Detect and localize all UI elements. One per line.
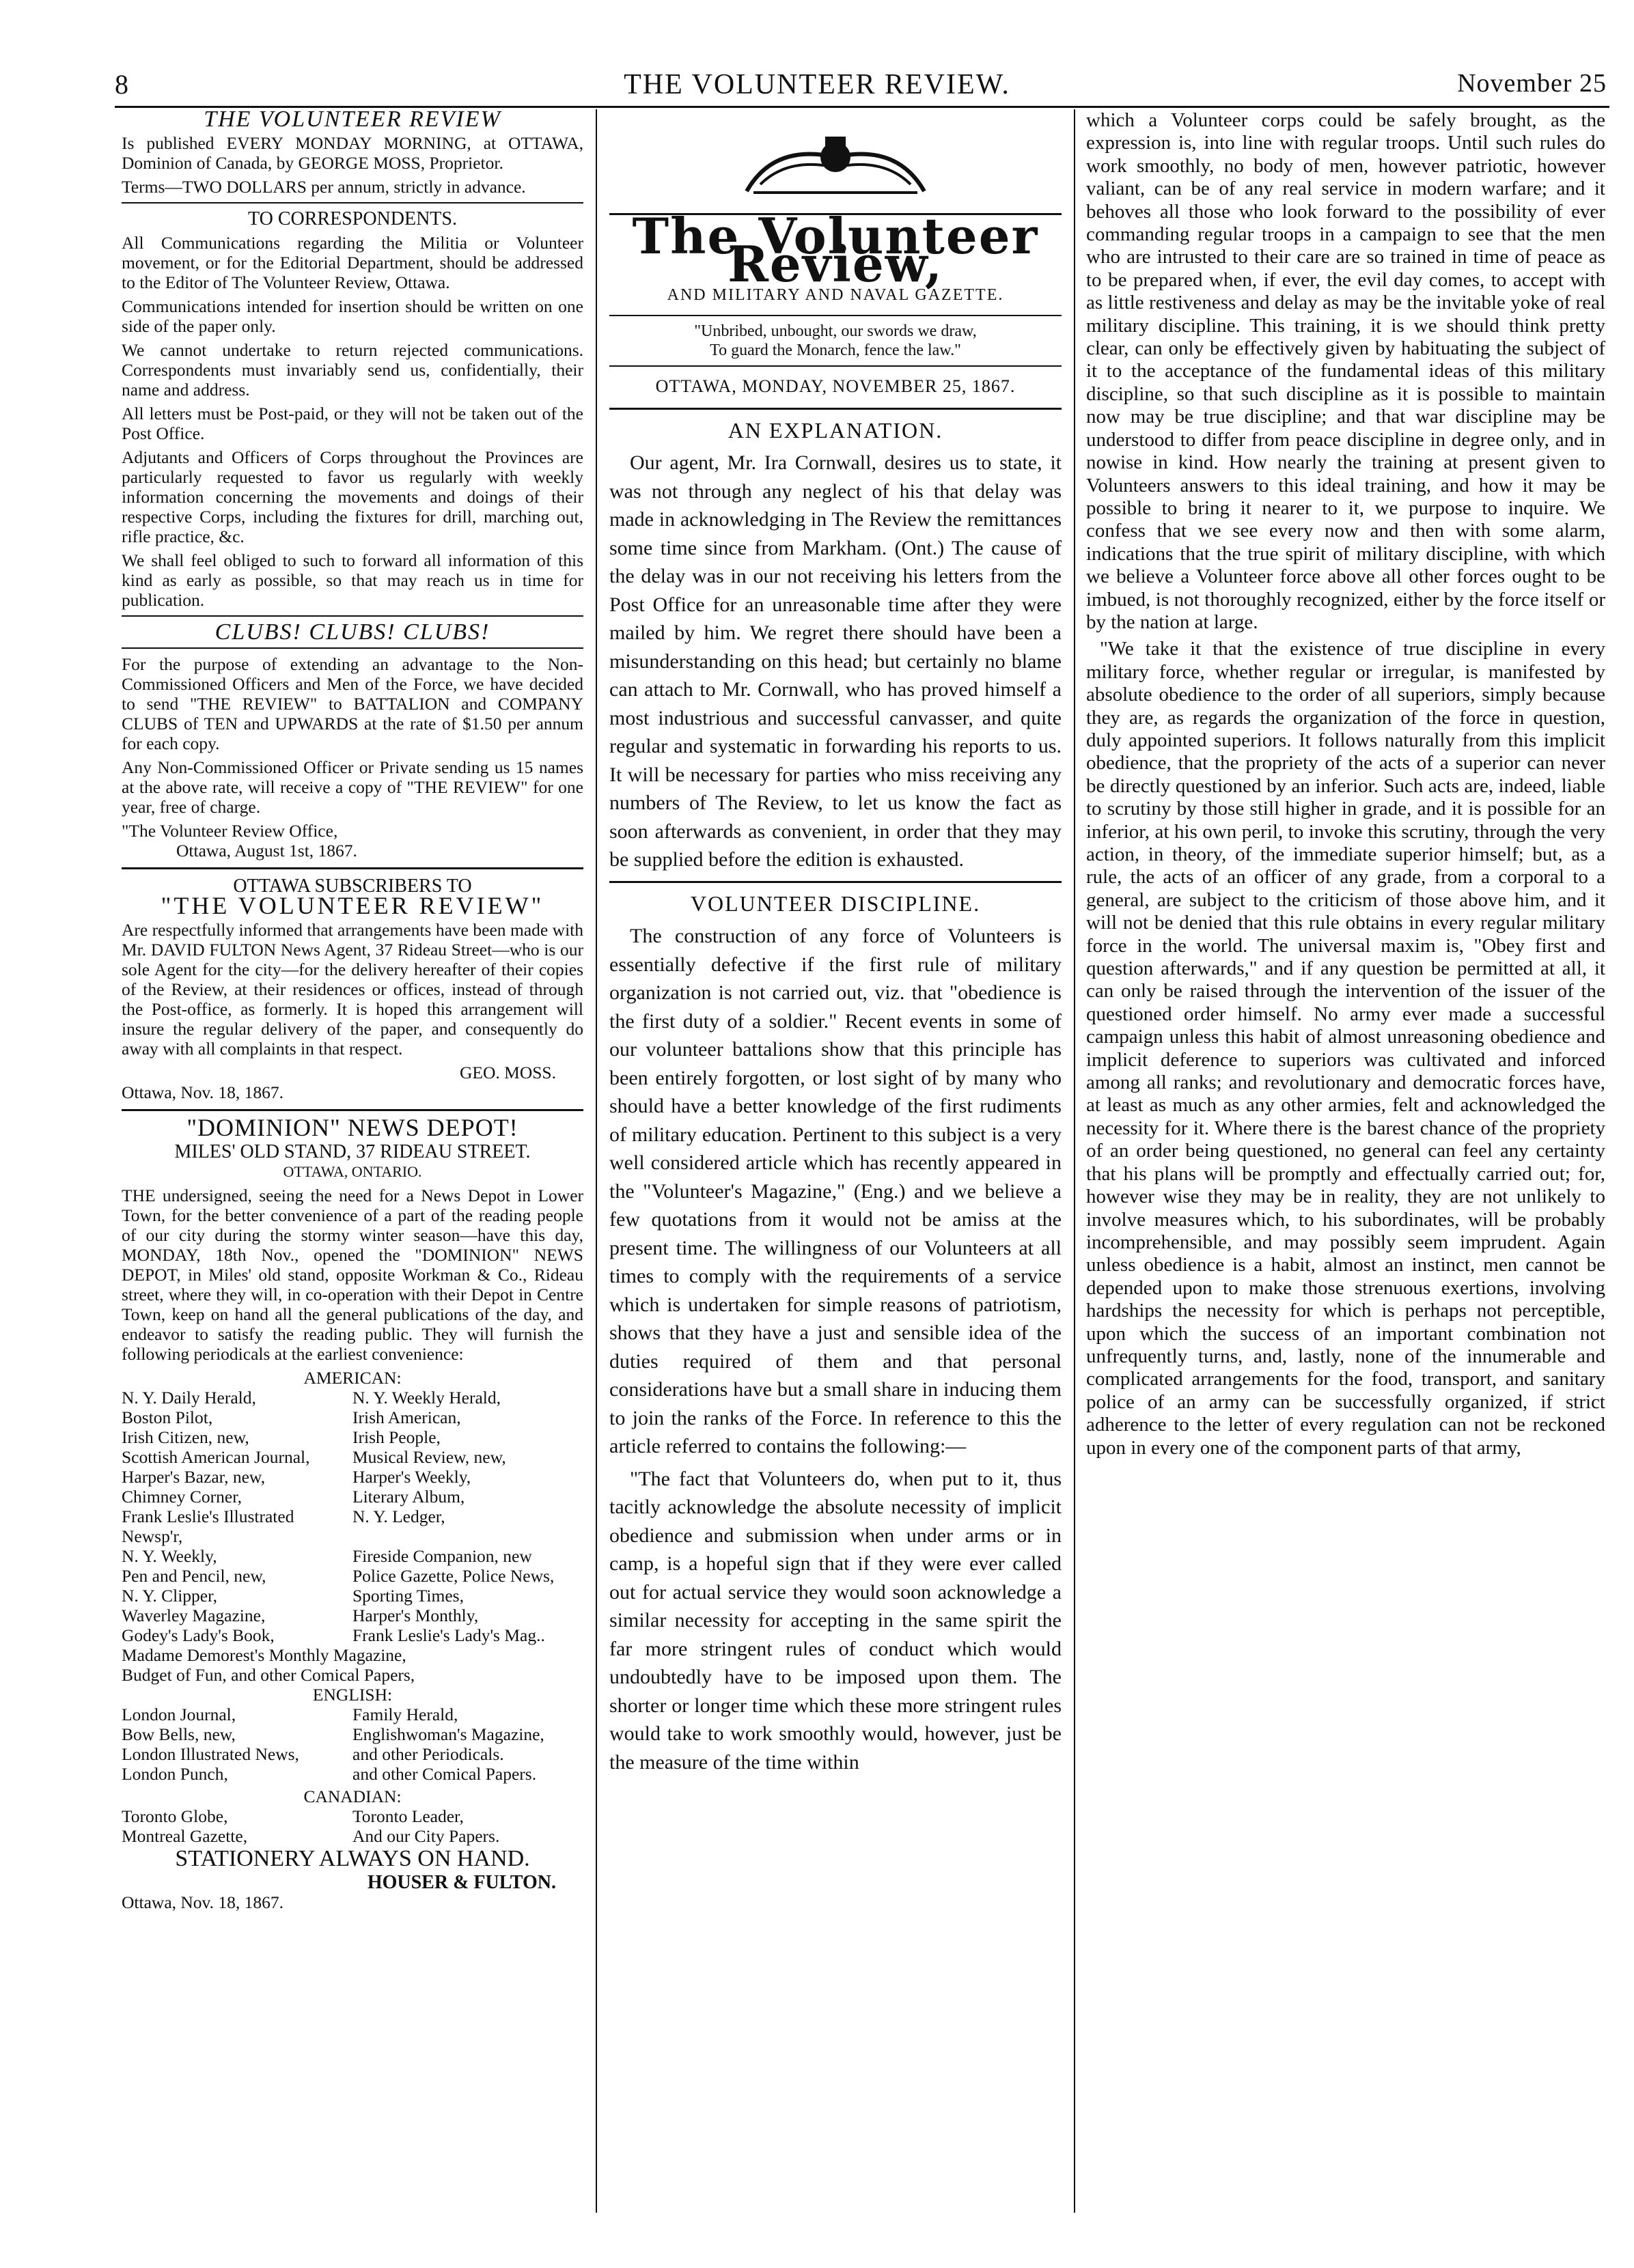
- correspondents-paragraph: Adjutants and Officers of Corps throughout the Provinces are particularly requested to favor us regularly with weekly information concerning the movements and doings of their respective Corps, including the fixtures for drill, marching out, rifle practice, &c.: [122, 447, 583, 546]
- list-item-left: N. Y. Weekly,: [122, 1546, 217, 1566]
- middle-column: [609, 109, 1062, 2213]
- issue-date: November 25: [1457, 69, 1607, 98]
- correspondents-paragraph: All letters must be Post-paid, or they will not be taken out of the Post Office.: [122, 404, 583, 443]
- list-item: [122, 1447, 583, 1467]
- english-heading: ENGLISH:: [312, 1685, 393, 1705]
- divider: [609, 365, 1062, 367]
- list-item-left: Godey's Lady's Book,: [122, 1625, 275, 1645]
- list-item-left: Boston Pilot,: [122, 1408, 213, 1427]
- list-item-left: Scottish American Journal,: [122, 1447, 310, 1467]
- subscribers-date: Ottawa, Nov. 18, 1867.: [122, 1082, 284, 1102]
- list-item-left: Irish Citizen, new,: [122, 1427, 249, 1447]
- list-item-left: London Journal,: [122, 1705, 236, 1724]
- divider: [122, 867, 583, 869]
- list-item-left: Frank Leslie's Illustrated Newsp'r,: [122, 1507, 294, 1546]
- list-item: [122, 1645, 583, 1665]
- list-item: [122, 1764, 583, 1784]
- list-item: [122, 1487, 583, 1507]
- list-item: [122, 1625, 583, 1645]
- correspondents-paragraph: All Communications regarding the Militia or Volunteer movement, or for the Editorial Department, should be addressed to the Editor of The Volunteer Review, Ottawa.: [122, 233, 583, 292]
- american-tail: Budget of Fun, and other Comical Papers,: [122, 1665, 415, 1685]
- running-title: THE VOLUNTEER REVIEW.: [624, 69, 1010, 100]
- divider: [122, 1109, 583, 1111]
- right-paragraph: "We take it that the existence of true discipline in every military force, whether regular or irregular, is manifested by absolute obedience to the order of all superiors, simply because they are, as regards the organization of the force in question, duly appointed superiors. It follows naturally from this implicit obedience, that the propriety of the acts of a superior can never be directly questioned by an inferior. Such acts are, indeed, liable to scrutiny by those still higher in grade, and it is possible for an inferior, at his own peril, to invoke this scrutiny, through the very action, in theory, of the immediate superior himself; but, as a rule, the acts of an officer of any grade, from a corporal to a general, are subject to the criticism of those above him, and it will not be denied that this rule obtains in every regular military force in the world. The universal maxim is, "Obey first and question afterwards," and if any question be permitted at all, it can only be raised through the intervention of the issuer of the questioned order himself. No army ever made a successful campaign unless this habit of almost unreasoning obedience and implicit deference to superiors was cultivated and inforced among all ranks; and revolutionary and democratic forces have, at least as much as any other armies, felt and acknowledged the necessity for it. Where there is the barest chance of the propriety of an order being questioned, no general can feel any certainty that his plans will be promptly and effectually carried out; for, however wise they may be in reality, they are not unlikely to involve measures which, to his subordinates, will be probably incomprehensible, and may possibly seem imprudent. Again unless obedience is a habit, almost an instinct, men cannot be depended upon to make those strenuous exertions, involving hardships the necessity for which is perhaps not perceptible, upon which the success of an important combination not unfrequently turns, and, lastly, none of the innumerable and complicated arrangements for the food, transport, and sanitary police of an army can be successfully organized, if strict adherence to the letter of every regulation can not be reckoned upon in every one of the component parts of that army,: [1086, 638, 1605, 1459]
- list-item-right: N. Y. Ledger,: [352, 1507, 445, 1526]
- list-item-right: Sporting Times,: [352, 1586, 464, 1606]
- divider: [609, 315, 1062, 316]
- crest-icon: [609, 130, 1062, 206]
- clubs-paragraph: For the purpose of extending an advantage to the Non-Commissioned Officers and Men of the Force, we have decided to send "THE REVIEW" to BATTALION and COMPANY CLUBS of TEN and UPWARDS at the rate of $1.50 per annum for each copy.: [122, 654, 583, 753]
- divider: [122, 202, 583, 204]
- right-column: [1086, 109, 1605, 2213]
- correspondents-paragraph: Communications intended for insertion should be written on one side of the paper only.: [122, 296, 583, 336]
- list-item-left: London Illustrated News,: [122, 1744, 299, 1764]
- motto-line-2: To guard the Monarch, fence the law.": [710, 341, 961, 359]
- list-item-left: N. Y. Clipper,: [122, 1586, 217, 1606]
- depot-paragraph: THE undersigned, seeing the need for a News Depot in Lower Town, for the better convenience of a part of the reading people of our city during the stormy winter season—have this day, MONDAY, 18th Nov., opened the "DOMINION" NEWS DEPOT, in Miles' old stand, opposite Workman & Co., Rideau street, where they will, in co-operation with their Depot in Centre Town, keep on hand all the general publications of the day, and endeavor to satisfy the reading public. They will furnish the following periodicals at the earliest convenience:: [122, 1186, 583, 1364]
- list-item-left: Toronto Globe,: [122, 1806, 228, 1826]
- subscribers-heading-title: "THE VOLUNTEER REVIEW": [161, 892, 544, 919]
- list-item-right: and other Periodicals.: [352, 1744, 504, 1764]
- list-item: [122, 1705, 583, 1724]
- subscribers-signature: GEO. MOSS.: [460, 1063, 556, 1082]
- stationery-notice: STATIONERY ALWAYS ON HAND.: [175, 1846, 530, 1871]
- list-item-right: Musical Review, new,: [352, 1447, 506, 1467]
- american-list: [122, 1388, 583, 1685]
- list-item-right: Irish People,: [352, 1427, 441, 1447]
- list-item-right: Literary Album,: [352, 1487, 465, 1507]
- list-item-left: Madame Demorest's Monthly Magazine,: [122, 1645, 406, 1665]
- depot-date: Ottawa, Nov. 18, 1867.: [122, 1892, 284, 1912]
- list-item-right: Harper's Weekly,: [352, 1467, 471, 1487]
- list-item: [122, 1408, 583, 1427]
- list-item: [122, 1586, 583, 1606]
- header-rule: [115, 106, 1609, 108]
- right-paragraph: which a Volunteer corps could be safely brought, as the expression is, into line with regular troops. Until such rules do work smoothly, no body of men, however patriotic, however valiant, can be of any real service in modern warfare; and it behoves all those who look forward to the possibility of ever commanding regular troops in a campaign to see that the men who are intrusted to their care are so trained in time of peace as to be prepared when, if ever, the evil day comes, to accept with as little restiveness and delay as may be the invitable yoke of real military discipline. This training, it is we should think pretty clear, can only be effectively given by habituating the subject of it to the acceptance of the fundamental ideas of this military discipline, so that such discipline as it is possible to maintain now may be true discipline; and that war discipline may be understood to differ from peace discipline in degree only, and in nowise in kind. How nearly the training at present given to Volunteers answers to this ideal training, and how it may be possible to bring it nearer to it, we purpose to inquire. We confess that we see every now and then with some alarm, indications that the true spirit of military discipline, with which we believe a Volunteer force above all other forces ought to be imbued, is not thoroughly recognized, either by the force itself or by the nation at large.: [1086, 109, 1605, 633]
- list-item-left: Harper's Bazar, new,: [122, 1467, 266, 1487]
- clubs-paragraph: Any Non-Commissioned Officer or Private sending us 15 names at the above rate, will receive a copy of "THE REVIEW" for one year, free of charge.: [122, 757, 583, 817]
- depot-signature: HOUSER & FULTON.: [367, 1872, 556, 1893]
- clubs-signature: "The Volunteer Review Office,: [122, 821, 338, 841]
- list-item: [122, 1507, 583, 1546]
- divider: [122, 615, 583, 617]
- depot-subheading: MILES' OLD STAND, 37 RIDEAU STREET.: [174, 1141, 531, 1162]
- column-rule-2: [1074, 109, 1075, 2213]
- discipline-paragraph: The construction of any force of Volunteers is essentially defective if the first rule of military organization is not carried out, viz. that "obedience is the first duty of a soldier." Recent events in some of our volunteer battalions show that this principle has been entirely forgotten, or lost sight of by many who should have a better knowledge of the first rudiments of military education. Pertinent to this subject is a very well considered article which has recently appeared in the "Volunteer's Magazine," (Eng.) and we believe a few quotations from it would not be amiss at the present time. The willingness of our Volunteers at all times to comply with the requirements of a service which is undertaken for simple reasons of patriotism, shows that they have a just and sensible idea of the duties required of them and that personal considerations have but a small share in inducing them to join the ranks of the Force. In reference to this the article referred to contains the following:—: [609, 925, 1062, 1457]
- explanation-paragraph: Our agent, Mr. Ira Cornwall, desires us to state, it was not through any neglect of his that delay was made in acknowledging in The Review the remittances some time since from Markham. (Ont.) The cause of the delay was in our not receiving his letters from the Post Office for an unreasonable time after they were mailed by him. We regret there should have been a misunderstanding on this head; but certainly no blame can attach to Mr. Cornwall, who has proved himself a most industrious and successful canvasser, and quite regular and systematic in forwarding his reports to us. It will be necessary for parties who miss receiving any numbers of The Review, to let us know the fact as soon afterwards as convenient, in order that they may be supplied before the edition is exhausted.: [609, 451, 1062, 871]
- canadian-heading: CANADIAN:: [303, 1787, 402, 1806]
- list-item-right: Frank Leslie's Lady's Mag..: [352, 1625, 545, 1645]
- list-item-right: And our City Papers.: [352, 1826, 500, 1846]
- masthead-title: The Volunteer Review,: [632, 206, 1039, 293]
- list-item-right: Englishwoman's Magazine,: [352, 1724, 544, 1744]
- list-item-right: and other Comical Papers.: [352, 1764, 537, 1784]
- clubs-signature-date: Ottawa, August 1st, 1867.: [176, 841, 357, 860]
- masthead-subtitle: AND MILITARY AND NAVAL GAZETTE.: [667, 285, 1004, 304]
- correspondents-paragraph: We shall feel obliged to such to forward all information of this kind as early as possible, so that may reach us in time for publication.: [122, 550, 583, 610]
- list-item: [122, 1546, 583, 1566]
- divider: [609, 881, 1062, 883]
- list-item-left: Chimney Corner,: [122, 1487, 243, 1507]
- list-item: [122, 1467, 583, 1487]
- list-item: [122, 1724, 583, 1744]
- subscribers-paragraph: Are respectfully informed that arrangements have been made with Mr. DAVID FULTON News Agent, 37 Rideau Street—who is our sole Agent for the city—for the delivery hereafter of their copies of the Review, at their residences or offices, instead of through the Post-office, as formerly. It is hoped this arrangement will insure the regular delivery of the paper, and consequently do away with all complaints in that respect.: [122, 920, 583, 1059]
- list-item-left: Bow Bells, new,: [122, 1724, 236, 1744]
- list-item-left: N. Y. Daily Herald,: [122, 1388, 256, 1408]
- list-item: [122, 1806, 583, 1826]
- correspondents-heading: TO CORRESPONDENTS.: [248, 208, 457, 229]
- list-item-right: Irish American,: [352, 1408, 461, 1427]
- left-masthead: THE VOLUNTEER REVIEW: [204, 109, 501, 132]
- publisher-notice: Is published EVERY MONDAY MORNING, at OTTAWA, Dominion of Canada, by GEORGE MOSS, Proprietor.: [122, 133, 583, 173]
- canadian-list: [122, 1806, 583, 1846]
- list-item-right: Family Herald,: [352, 1705, 458, 1724]
- list-item-left: London Punch,: [122, 1764, 228, 1784]
- list-item: [122, 1744, 583, 1764]
- explanation-heading: AN EXPLANATION.: [728, 417, 943, 443]
- motto-line-1: "Unbribed, unbought, our swords we draw,: [694, 322, 977, 340]
- depot-city: OTTAWA, ONTARIO.: [283, 1163, 422, 1180]
- list-item-left: Montreal Gazette,: [122, 1826, 248, 1846]
- column-rule-1: [596, 109, 597, 2213]
- list-item: [122, 1388, 583, 1408]
- list-item-right: Harper's Monthly,: [352, 1606, 479, 1625]
- list-item: [122, 1826, 583, 1846]
- depot-heading: "DOMINION" NEWS DEPOT!: [186, 1114, 518, 1141]
- dateline: OTTAWA, MONDAY, NOVEMBER 25, 1867.: [655, 376, 1016, 396]
- list-item-right: Fireside Companion, new: [352, 1546, 532, 1566]
- list-item-right: Police Gazette, Police News,: [352, 1566, 555, 1586]
- list-item: [122, 1427, 583, 1447]
- subscribers-heading: OTTAWA SUBSCRIBERS TO: [233, 876, 472, 897]
- clubs-heading: CLUBS! CLUBS! CLUBS!: [214, 619, 490, 645]
- list-item-left: Pen and Pencil, new,: [122, 1566, 266, 1586]
- list-item: [122, 1566, 583, 1586]
- list-item-right: Toronto Leader,: [352, 1806, 464, 1826]
- list-item-left: Waverley Magazine,: [122, 1606, 266, 1625]
- english-list: [122, 1705, 583, 1784]
- left-column: [122, 109, 583, 2213]
- divider: [122, 647, 583, 649]
- discipline-quote: "The fact that Volunteers do, when put to it, thus tacitly acknowledge the absolute necessity of implicit obedience and submission when under arms or in camp, is a hopeful sign that if they were ever called out for actual service they would soon acknowledge a similar necessity for accepting in the same spirit the far more stringent rules of conduct which would undoubtedly have to be imposed upon them. The shorter or longer time which these more stringent rules would take to work smoothly would, however, just be the measure of the time within: [609, 1467, 1062, 1774]
- divider: [609, 408, 1062, 410]
- correspondents-paragraph: We cannot undertake to return rejected communications. Correspondents must invariably send us, confidentially, their name and address.: [122, 340, 583, 400]
- list-item: [122, 1606, 583, 1625]
- page-number: 8: [115, 69, 130, 100]
- discipline-heading: VOLUNTEER DISCIPLINE.: [690, 891, 981, 916]
- american-heading: AMERICAN:: [303, 1368, 402, 1388]
- terms-notice: Terms—TWO DOLLARS per annum, strictly in advance.: [122, 177, 526, 197]
- list-item-right: N. Y. Weekly Herald,: [352, 1388, 501, 1408]
